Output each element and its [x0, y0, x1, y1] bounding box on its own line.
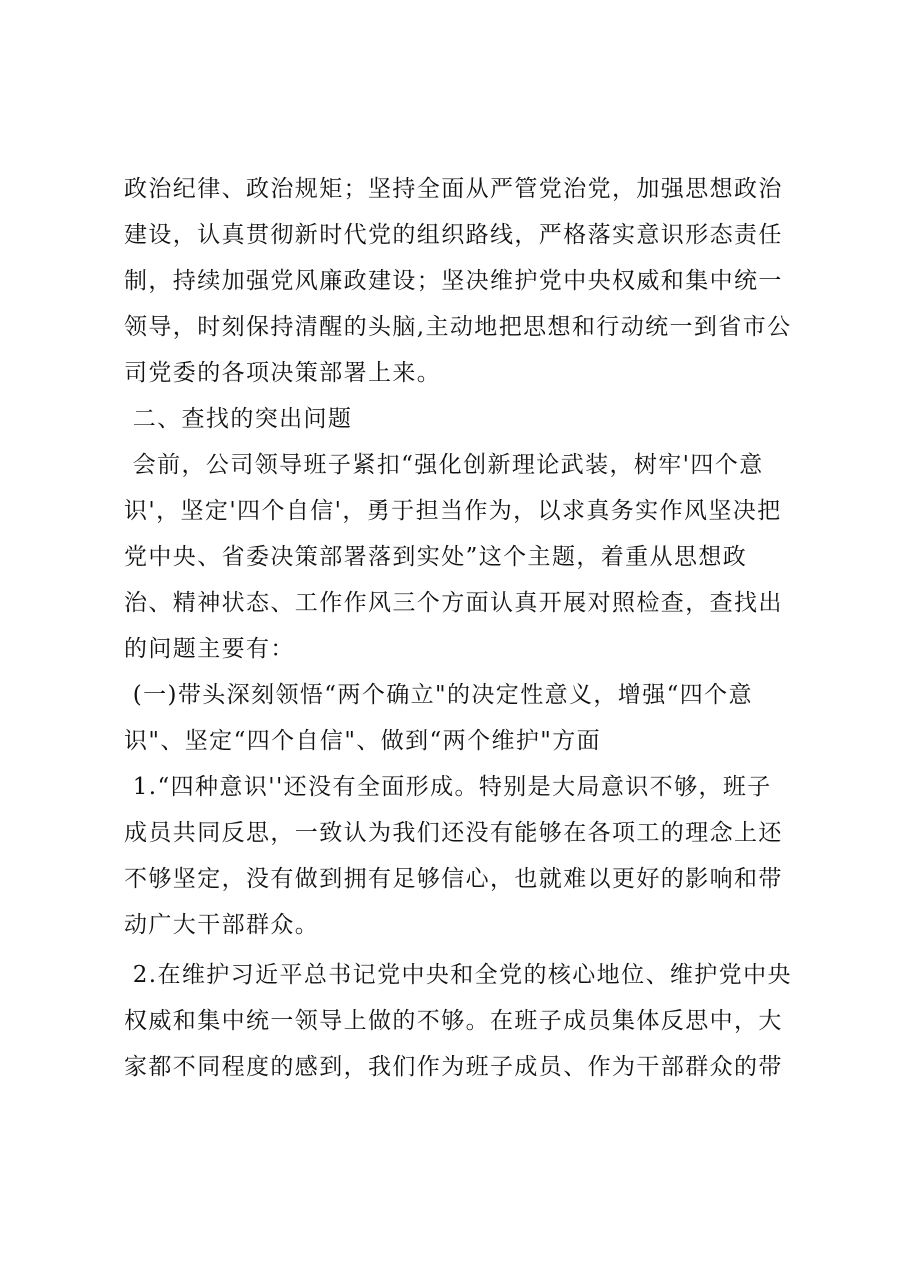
text-line: 政治纪律、政治规矩；坚持全面从严管党治党，加强思想政治: [124, 176, 783, 202]
text-line: 党中央、省委决策部署落到实处”这个主题，着重从思想政: [124, 544, 748, 570]
text-line: 制，持续加强党风廉政建设；坚决维护党中央权威和集中统一: [124, 268, 783, 294]
text-line: 权威和集中统一领导上做的不够。在班子成员集体反思中，大: [124, 1008, 783, 1034]
text-line: 不够坚定，没有做到拥有足够信心，也就难以更好的影响和带: [124, 866, 783, 892]
text-line: 会前，公司领导班子紧扣“强化创新理论武装，树牢'四个意: [124, 452, 764, 478]
text-line: 成员共同反思，一致认为我们还没有能够在各项工的理念上还: [124, 820, 783, 846]
text-line: 司党委的各项决策部署上来。: [124, 360, 442, 386]
text-line: 2.在维护习近平总书记党中央和全党的核心地位、维护党中央: [124, 962, 792, 988]
document-body: [124, 166, 814, 1090]
text-line: 治、精神状态、工作作风三个方面认真开展对照检查，查找出: [124, 590, 783, 616]
text-line: 建设，认真贯彻新时代党的组织路线，严格落实意识形态责任: [124, 222, 783, 248]
text-line: 的问题主要有：: [124, 636, 295, 662]
text-line: 领导，时刻保持清醒的头脑,主动地把思想和行动统一到省市公: [124, 314, 792, 340]
section-heading: 二、查找的突出问题: [124, 406, 353, 432]
text-line: 1.“四种意识''还没有全面形成。特别是大局意识不够，班子: [124, 774, 772, 800]
text-line: 识'，坚定'四个自信'，勇于担当作为，以求真务实作风坚决把: [124, 498, 782, 524]
subsection-heading: (一)带头深刻领悟“两个确立"的决定性意义，增强“四个意: [124, 682, 753, 708]
subsection-heading: 识"、坚定“四个自信"、做到“两个维护"方面: [124, 728, 602, 754]
text-line: 家都不同程度的感到，我们作为班子成员、作为干部群众的带: [124, 1054, 783, 1080]
text-line: 动广大干部群众。: [124, 912, 320, 938]
